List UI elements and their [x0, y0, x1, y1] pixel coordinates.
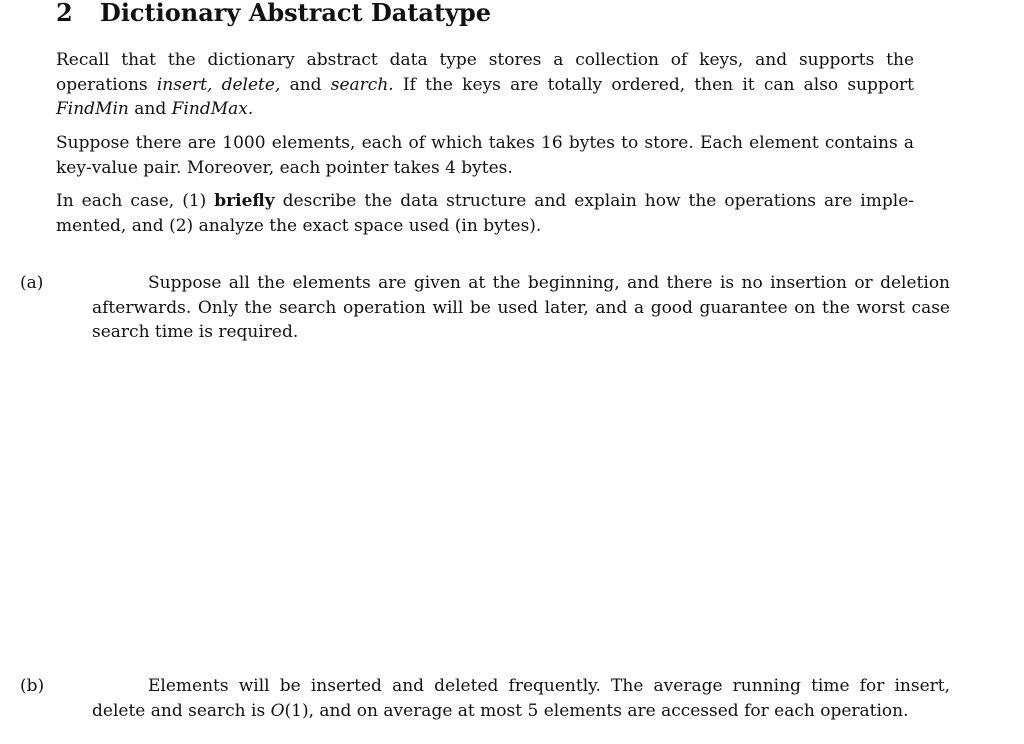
intro-paragraph-operations — [56, 48, 914, 122]
op-delete: delete, — [221, 74, 281, 95]
part-a-text: Suppose all the elements are given at the beginning, and there is no insertion or deletion afterwards. Only the search operation will be used later, and a good guarantee on the worst case search time is required. — [92, 273, 950, 342]
text-run: Recall that the dictionary abstract data type stores a collection of keys, and supports the operations — [56, 50, 914, 95]
text-run — [212, 75, 221, 95]
section-heading — [56, 0, 491, 28]
text-run: and — [128, 99, 172, 119]
intro-paragraph-sizes: Suppose there are 1000 elements, each of which takes 16 bytes to store. Each element contains a key-value pair. Moreover, each pointer takes 4 bytes. — [56, 133, 914, 178]
op-search: search. — [330, 74, 394, 95]
section-title: Dictionary Abstract Datatype — [100, 0, 492, 27]
part-b — [20, 674, 950, 723]
text-run: and — [280, 74, 331, 95]
text-run: If the keys are totally ordered, then it can also support — [393, 74, 915, 95]
text-run: describe the data structure and explain how the operations are imple-mented, and (2) analyze the exact space used (in bytes). — [56, 191, 914, 236]
part-b-label: (b) — [20, 676, 45, 696]
part-a — [20, 271, 950, 345]
emphasis-briefly: briefly — [214, 191, 275, 211]
op-findmax: FindMax. — [171, 99, 254, 119]
big-o-symbol: O — [270, 700, 285, 721]
op-insert: insert, — [156, 74, 213, 95]
part-b-text-cont: (1), and on average at most 5 elements are accessed for each operation. — [284, 700, 909, 721]
op-findmin: FindMin — [56, 99, 129, 119]
section-number: 2 — [56, 0, 73, 27]
intro-paragraph-instructions — [56, 189, 914, 238]
text-run: In each case, (1) — [56, 191, 215, 211]
part-a-label: (a) — [20, 273, 44, 293]
part-b-text: Elements will be inserted and deleted frequently. The average running time for insert, delete and search is — [92, 676, 950, 721]
